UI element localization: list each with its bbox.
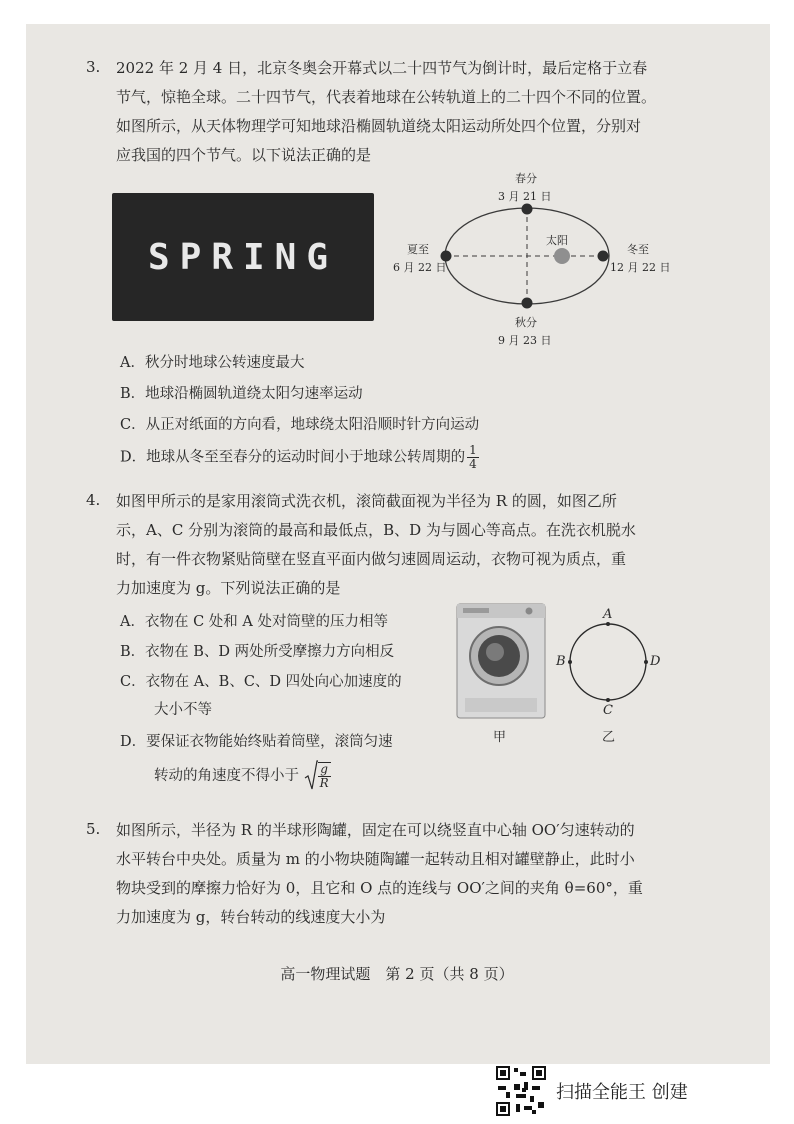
point-a: [606, 622, 610, 626]
label-autumn-date: 9 月 23 日: [498, 334, 552, 347]
label-b: B: [556, 654, 566, 669]
q4-option-d: D．要保证衣物能始终贴着筒壁，滚筒匀速: [120, 734, 393, 750]
label-summer-name: 夏至: [407, 243, 429, 256]
q3-line-1: 2022 年 2 月 4 日，北京冬奥会开幕式以二十四节气为倒计时，最后定格于立春: [116, 59, 648, 77]
point-d: [644, 660, 648, 664]
q5-line-2: 水平转台中央处。质量为 m 的小物块随陶罐一起转动且相对罐壁静止，此时小: [116, 850, 635, 868]
label-d: D: [650, 654, 661, 669]
fraction-denominator: 4: [469, 457, 477, 471]
q4-option-c: C．衣物在 A、B、C、D 四处向心加速度的: [120, 674, 402, 690]
q3-option-b: B．地球沿椭圆轨道绕太阳匀速率运动: [120, 386, 363, 402]
q4-line-3: 时，有一件衣物紧贴筒壁在竖直平面内做匀速圆周运动，衣物可视为质点，重: [116, 550, 627, 568]
q3-line-3: 如图所示，从天体物理学可知地球沿椭圆轨道绕太阳运动所处四个位置，分别对: [116, 117, 642, 135]
drum-circle: [570, 624, 646, 700]
point-c: [606, 698, 610, 702]
sqrt-symbol: [304, 760, 331, 792]
q4-line-2: 示，A、C 分别为滚筒的最高和最低点，B、D 为与圆心等高点。在洗衣机脱水: [116, 521, 636, 539]
q4-option-c-cont: 大小不等: [154, 702, 212, 718]
label-winter-date: 12 月 22 日: [610, 261, 671, 274]
label-winter-name: 冬至: [627, 243, 649, 256]
spring-photo: [112, 193, 374, 321]
figure-jia-label: 甲: [493, 730, 507, 745]
q4-number: 4.: [86, 491, 101, 509]
brand-watermark: 扫描全能王 创建: [556, 1082, 688, 1103]
drum-circle-diagram: [565, 620, 655, 710]
q3-line-2: 节气，惊艳全球。二十四节气，代表着地球在公转轨道上的二十四个不同的位置。: [116, 88, 657, 106]
sun-icon: [554, 248, 570, 264]
q3-number: 3.: [86, 58, 101, 76]
label-summer-date: 6 月 22 日: [393, 261, 447, 274]
q3-option-a: A．秋分时地球公转速度最大: [120, 355, 305, 371]
label-spring-name: 春分: [515, 172, 537, 185]
sqrt-radical-icon: [304, 760, 318, 792]
earth-spring: [522, 204, 533, 215]
label-autumn-name: 秋分: [515, 316, 537, 329]
earth-autumn: [522, 298, 533, 309]
q4-option-a: A．衣物在 C 处和 A 处对筒壁的压力相等: [120, 614, 388, 630]
label-c: C: [603, 703, 613, 718]
q4-line-1: 如图甲所示的是家用滚筒式洗衣机，滚筒截面视为半径为 R 的圆，如图乙所: [116, 492, 617, 510]
q3-line-4: 应我国的四个节气。以下说法正确的是: [116, 146, 372, 164]
label-spring-date: 3 月 21 日: [498, 190, 552, 203]
fraction-r: R: [319, 776, 329, 790]
q4-option-b: B．衣物在 B、D 两处所受摩擦力方向相反: [120, 644, 395, 660]
fraction-g-over-r: [318, 762, 331, 790]
fraction-one-quarter: [467, 444, 479, 471]
q4-option-d-text: 转动的角速度不得小于: [154, 768, 299, 784]
qr-code-icon: [496, 1066, 546, 1116]
q4-option-d-cont: [154, 760, 331, 792]
label-sun: 太阳: [546, 234, 568, 247]
spring-photo-text: SPRING: [147, 237, 339, 278]
figure-yi-label: 乙: [602, 730, 616, 745]
q5-line-3: 物块受到的摩擦力恰好为 0，且它和 O 点的连线与 OO′之间的夹角 θ=60°，重: [116, 879, 643, 897]
q4-line-4: 力加速度为 g。下列说法正确的是: [116, 579, 341, 597]
fraction-g: g: [318, 763, 331, 777]
q5-number: 5.: [86, 820, 101, 838]
q3-option-d-text: D．地球从冬至至春分的运动时间小于地球公转周期的: [120, 449, 466, 466]
point-b: [568, 660, 572, 664]
washing-machine-image: [455, 602, 547, 720]
earth-winter: [598, 251, 609, 262]
q5-line-1: 如图所示，半径为 R 的半球形陶罐，固定在可以绕竖直中心轴 OO′匀速转动的: [116, 821, 635, 839]
q3-option-d: [120, 444, 479, 471]
q5-line-4: 力加速度为 g，转台转动的线速度大小为: [116, 908, 386, 926]
label-a: A: [603, 607, 613, 622]
q3-option-c: C．从正对纸面的方向看，地球绕太阳沿顺时针方向运动: [120, 417, 480, 433]
fraction-numerator: 1: [469, 443, 477, 457]
page-footer: 高一物理试题 第 2 页（共 8 页）: [280, 965, 514, 983]
